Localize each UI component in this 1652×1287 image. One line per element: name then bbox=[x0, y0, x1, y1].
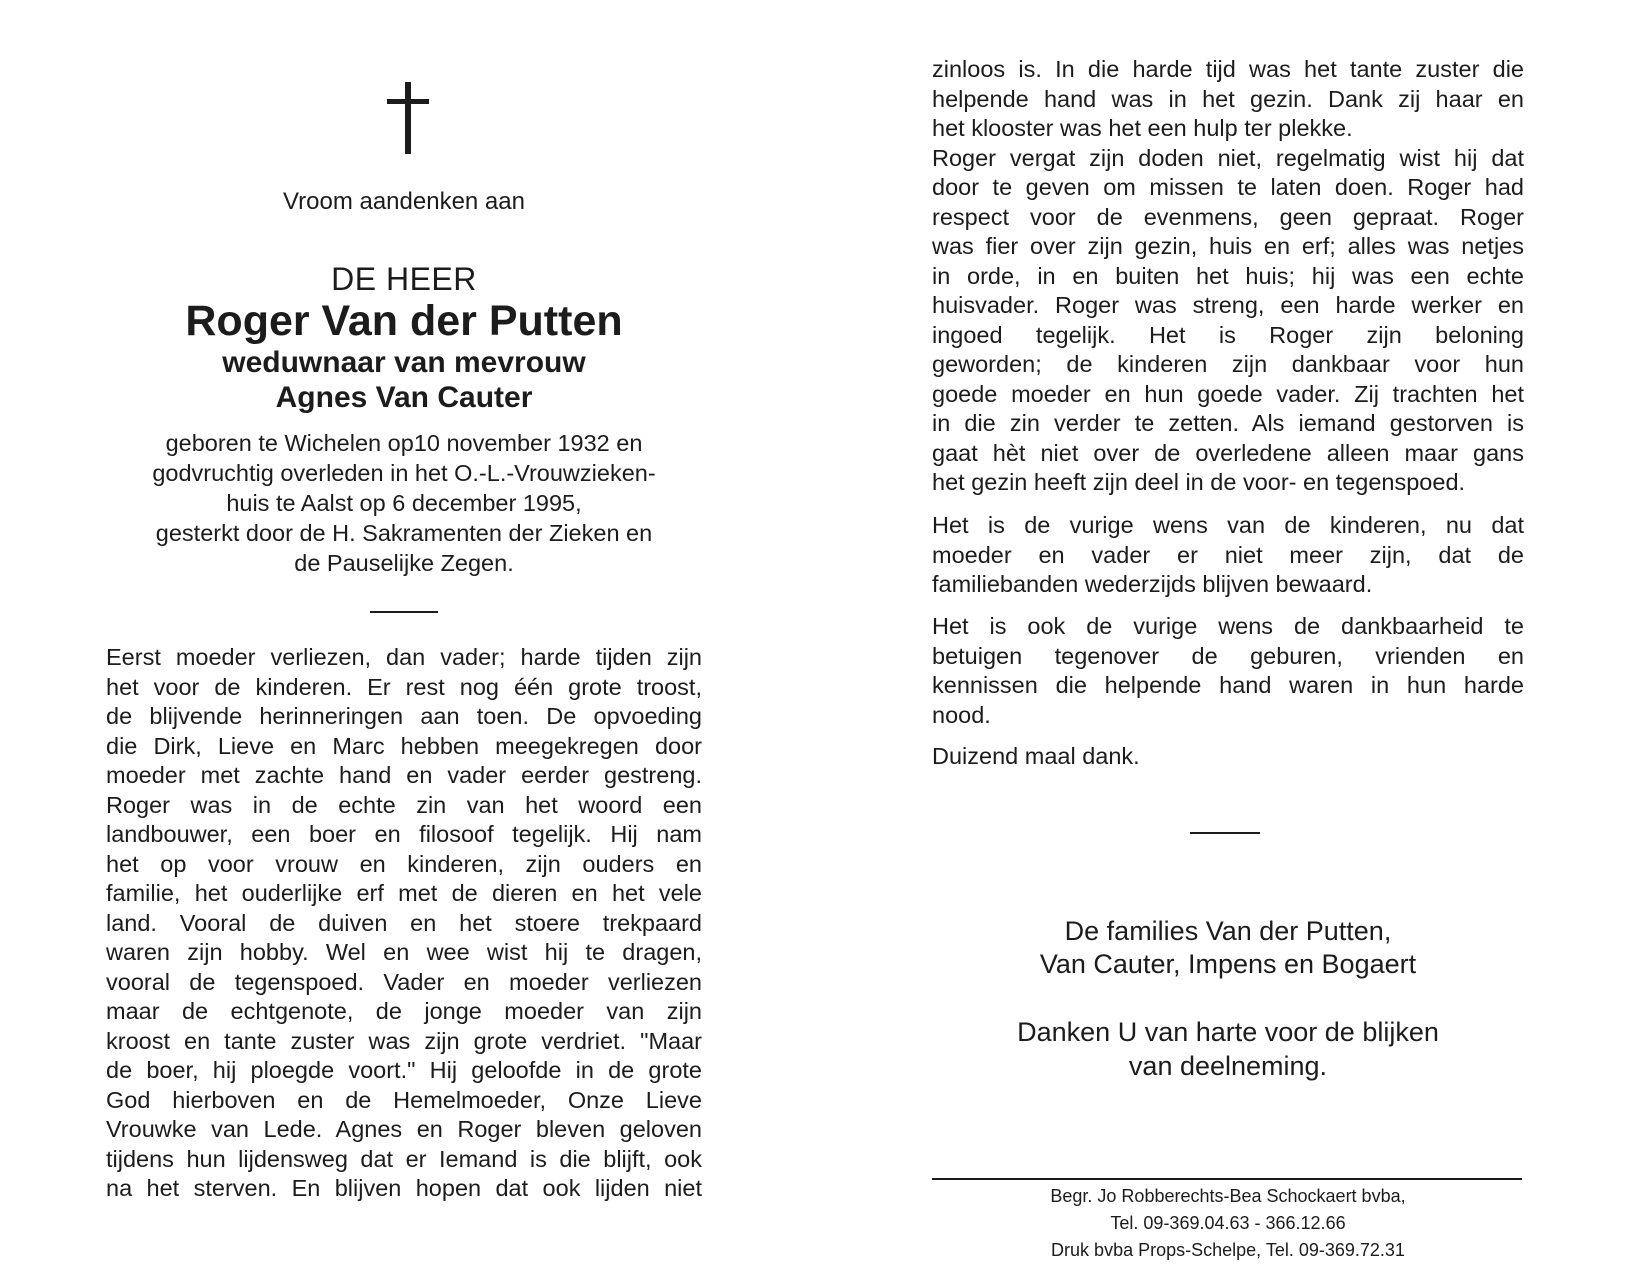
text-line: geworden; de kinderen zijn dankbaar voor hun bbox=[932, 351, 1524, 377]
text-line: Vrouwke van Lede. Agnes en Roger bleven geloven bbox=[106, 1116, 702, 1142]
text-line: betuigen tegenover de geburen, vrienden en bbox=[932, 642, 1524, 669]
text-line: waren zijn hobby. Wel en wee wist hij te dragen, bbox=[106, 939, 702, 965]
text-line: kroost en tante zuster was zijn grote verdriet. "Maar bbox=[106, 1027, 702, 1054]
text-line: landbouwer, een boer en filosoof tegelijk. Hij nam bbox=[106, 821, 702, 847]
text-line: maar de echtgenote, de jonge moeder van zijn bbox=[106, 998, 702, 1024]
intro-text: Vroom aandenken aan bbox=[283, 188, 525, 215]
text-line: nood. bbox=[932, 701, 991, 728]
memorial-text-right bbox=[932, 55, 1524, 498]
text-line: Roger was in de echte zin van het woord een bbox=[106, 791, 702, 818]
deceased-name: Roger Van der Putten bbox=[185, 297, 623, 345]
text-line: was fier over zijn gezin, huis en erf; alles was netjes bbox=[932, 233, 1524, 259]
text-line: helpende hand was in het gezin. Dank zij haar en bbox=[932, 85, 1524, 112]
text-line: moeder met zachte hand en vader eerder gestreng. bbox=[106, 762, 702, 788]
printer-info bbox=[932, 1183, 1524, 1264]
birth-line: huis te Aalst op 6 december 1995, bbox=[226, 490, 582, 516]
birth-line: geboren te Wichelen op10 november 1932 en bbox=[165, 430, 643, 456]
text-line: familie, het ouderlijke erf met de dieren en het vele bbox=[106, 880, 702, 906]
paragraph-family-bonds bbox=[932, 511, 1524, 600]
text-line: Eerst moeder verliezen, dan vader; harde tijden zijn bbox=[106, 644, 702, 670]
families-line-2: Van Cauter, Impens en Bogaert bbox=[1039, 949, 1417, 979]
printer-line-1: Begr. Jo Robberechts-Bea Schockaert bvba, bbox=[1050, 1186, 1406, 1206]
birth-death-info bbox=[106, 428, 702, 578]
text-line: Het is de vurige wens van de kinderen, nu dat bbox=[932, 512, 1524, 538]
text-line: ingoed tegelijk. Het is Roger zijn beloning bbox=[932, 321, 1524, 348]
text-line: Het is ook de vurige wens de dankbaarheid te bbox=[932, 613, 1524, 639]
text-line: moeder en vader er niet meer zijn, dat de bbox=[932, 541, 1524, 568]
printer-line-3: Druk bvba Props-Schelpe, Tel. 09-369.72.31 bbox=[1051, 1240, 1405, 1260]
paragraph-thanks bbox=[932, 742, 1524, 772]
birth-line: godvruchtig overleden in het O.-L.-Vrouwzieken- bbox=[152, 460, 656, 486]
danken-line-2: van deelneming. bbox=[1128, 1051, 1328, 1081]
divider bbox=[1190, 832, 1260, 834]
text-line: die Dirk, Lieve en Marc hebben meegekregen door bbox=[106, 732, 702, 759]
text-line: Roger vergat zijn doden niet, regelmatig wist hij dat bbox=[932, 144, 1524, 171]
text-line: land. Vooral de duiven en het stoere trekpaard bbox=[106, 909, 702, 936]
printer-line-2: Tel. 09-369.04.63 - 366.12.66 bbox=[1110, 1213, 1346, 1233]
text-line: door te geven om missen te laten doen. Roger had bbox=[932, 174, 1524, 200]
text-line: respect voor de evenmens, geen gepraat. Roger bbox=[932, 203, 1524, 230]
text-line: huisvader. Roger was streng, een harde werker en bbox=[932, 292, 1524, 318]
danken-line-1: Danken U van harte voor de blijken bbox=[1017, 1017, 1439, 1047]
text-line: Duizend maal dank. bbox=[932, 743, 1140, 769]
spouse-info bbox=[106, 345, 702, 415]
subtitle-line-1: weduwnaar van mevrouw bbox=[222, 346, 586, 379]
thank-you-note bbox=[932, 1015, 1524, 1083]
title-de-heer: DE HEER bbox=[331, 261, 477, 297]
text-line: het voor de kinderen. Er rest nog één grote troost, bbox=[106, 673, 702, 700]
text-line: in die zin verder te zetten. Als iemand gestorven is bbox=[932, 410, 1524, 436]
text-line: kennissen die helpende hand waren in hun harde bbox=[932, 672, 1524, 698]
text-line: na het sterven. En blijven hopen dat ook lijden niet bbox=[106, 1175, 702, 1201]
text-line: God hierboven en de Hemelmoeder, Onze Lieve bbox=[106, 1086, 702, 1113]
divider bbox=[370, 611, 438, 613]
printer-divider bbox=[932, 1178, 1522, 1180]
text-line: de blijvende herinneringen aan toen. De opvoeding bbox=[106, 703, 702, 729]
birth-line: gesterkt door de H. Sakramenten der Zieken en bbox=[155, 520, 653, 546]
text-line: de boer, hij ploegde voort." Hij geloofde in de grote bbox=[106, 1057, 702, 1083]
families-line-1: De families Van der Putten, bbox=[1064, 916, 1392, 946]
text-line: het op voor vrouw en kinderen, zijn ouders en bbox=[106, 850, 702, 877]
text-line: goede moeder en hun goede vader. Zij trachten het bbox=[932, 380, 1524, 407]
cross-icon bbox=[387, 82, 429, 154]
text-line: familiebanden wederzijds blijven bewaard. bbox=[932, 571, 1373, 597]
text-line: het klooster was het een hulp ter plekke. bbox=[932, 115, 1353, 141]
text-line: zinloos is. In die harde tijd was het tante zuster die bbox=[932, 56, 1524, 82]
paragraph-gratitude bbox=[932, 612, 1524, 730]
birth-line: de Pauselijke Zegen. bbox=[294, 550, 514, 576]
text-line: in orde, in en buiten het huis; hij was een echte bbox=[932, 262, 1524, 289]
text-line: gaat hèt niet over de overledene alleen maar gans bbox=[932, 439, 1524, 466]
text-line: het gezin heeft zijn deel in de voor- en tegenspoed. bbox=[932, 469, 1466, 495]
memorial-text-left bbox=[106, 643, 702, 1204]
text-line: vooral de tegenspoed. Vader en moeder verliezen bbox=[106, 968, 702, 995]
subtitle-line-2: Agnes Van Cauter bbox=[275, 381, 533, 414]
families-signature bbox=[932, 915, 1524, 981]
text-line: tijdens hun lijdensweg dat er Iemand is die blijft, ook bbox=[106, 1145, 702, 1172]
